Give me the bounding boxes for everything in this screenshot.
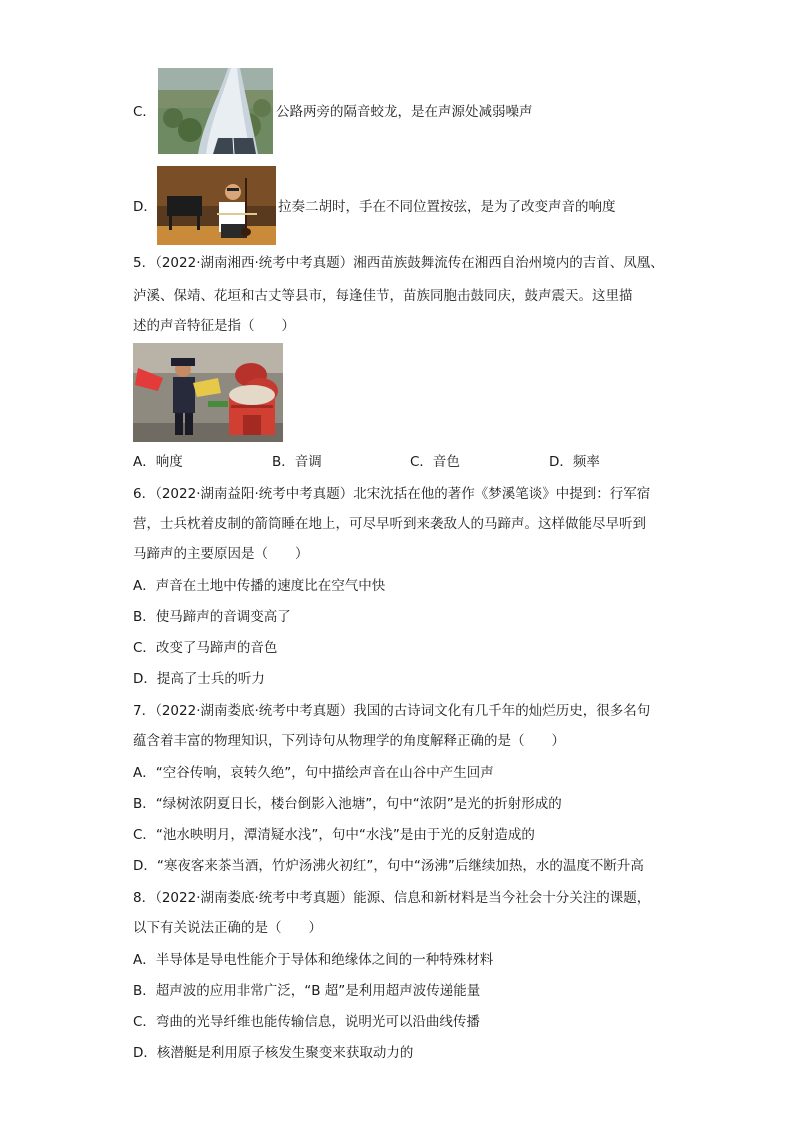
q5-stem-line-3: 述的声音特征是指（ ） — [133, 318, 295, 334]
q8-stem-line-1: 8．（2022·湖南娄底·统考中考真题）能源、信息和新材料是当今社会十分关注的课题， — [133, 890, 651, 906]
q8-option-a[interactable]: A．半导体是导电性能介于导体和绝缘体之间的一种特殊材料 — [133, 952, 494, 968]
option-d-text: 拉奏二胡时，手在不同位置按弦，是为了改变声音的响度 — [278, 199, 616, 215]
q5-stem-line-2: 泸溪、保靖、花垣和古丈等县市，每逢佳节，苗族同胞击鼓同庆，鼓声震天。这里描 — [133, 288, 633, 304]
q6-option-b[interactable]: B．使马蹄声的音调变高了 — [133, 609, 291, 625]
miao-drum-dance-photo — [133, 343, 283, 442]
q6-stem-line-1: 6．（2022·湖南益阳·统考中考真题）北宋沈括在他的著作《梦溪笔谈》中提到：行军宿 — [133, 486, 651, 502]
option-c-text: 公路两旁的隔音蛟龙，是在声源处减弱噪声 — [276, 104, 533, 120]
q8-stem-line-2: 以下有关说法正确的是（ ） — [133, 920, 322, 936]
q7-option-a[interactable]: A．“空谷传响，哀转久绝”，句中描绘声音在山谷中产生回声 — [133, 765, 494, 781]
q7-stem-line-2: 蕴含着丰富的物理知识，下列诗句从物理学的角度解释正确的是（ ） — [133, 733, 565, 749]
q8-option-d[interactable]: D．核潜艇是利用原子核发生聚变来获取动力的 — [133, 1045, 414, 1061]
q5-option-a[interactable]: A．响度 — [133, 454, 183, 470]
highway-noise-barrier-photo — [158, 68, 273, 154]
option-c-letter: C． — [133, 104, 156, 120]
q6-stem-line-3: 马蹄声的主要原因是（ ） — [133, 546, 309, 562]
q7-option-d[interactable]: D．“寒夜客来茶当酒，竹炉汤沸火初红”，句中“汤沸”后继续加热，水的温度不断升高 — [133, 858, 644, 874]
option-d-letter: D． — [133, 199, 157, 215]
q6-option-d[interactable]: D．提高了士兵的听力 — [133, 671, 265, 687]
q7-option-c[interactable]: C．“池水映明月，潭清疑水浅”，句中“水浅”是由于光的反射造成的 — [133, 827, 535, 843]
q7-option-b[interactable]: B．“绿树浓阴夏日长，楼台倒影入池塘”，句中“浓阴”是光的折射形成的 — [133, 796, 562, 812]
q5-option-d[interactable]: D．频率 — [549, 454, 600, 470]
q8-option-b[interactable]: B．超声波的应用非常广泛，“B 超”是利用超声波传递能量 — [133, 983, 481, 999]
q8-option-c[interactable]: C．弯曲的光导纤维也能传输信息，说明光可以沿曲线传播 — [133, 1014, 480, 1030]
q5-option-c[interactable]: C．音色 — [410, 454, 460, 470]
q5-stem-line-1: 5．（2022·湖南湘西·统考中考真题）湘西苗族鼓舞流传在湘西自治州境内的吉首、凤凰、 — [133, 255, 664, 271]
q6-option-a[interactable]: A．声音在土地中传播的速度比在空气中快 — [133, 578, 386, 594]
q5-option-b[interactable]: B．音调 — [272, 454, 322, 470]
q7-stem-line-1: 7．（2022·湖南娄底·统考中考真题）我国的古诗词文化有几千年的灿烂历史，很多名句 — [133, 703, 651, 719]
q6-stem-line-2: 营，士兵枕着皮制的箭筒睡在地上，可尽早听到来袭敌人的马蹄声。这样做能尽早听到 — [133, 516, 646, 532]
erhu-player-photo — [157, 166, 276, 245]
q6-option-c[interactable]: C．改变了马蹄声的音色 — [133, 640, 278, 656]
